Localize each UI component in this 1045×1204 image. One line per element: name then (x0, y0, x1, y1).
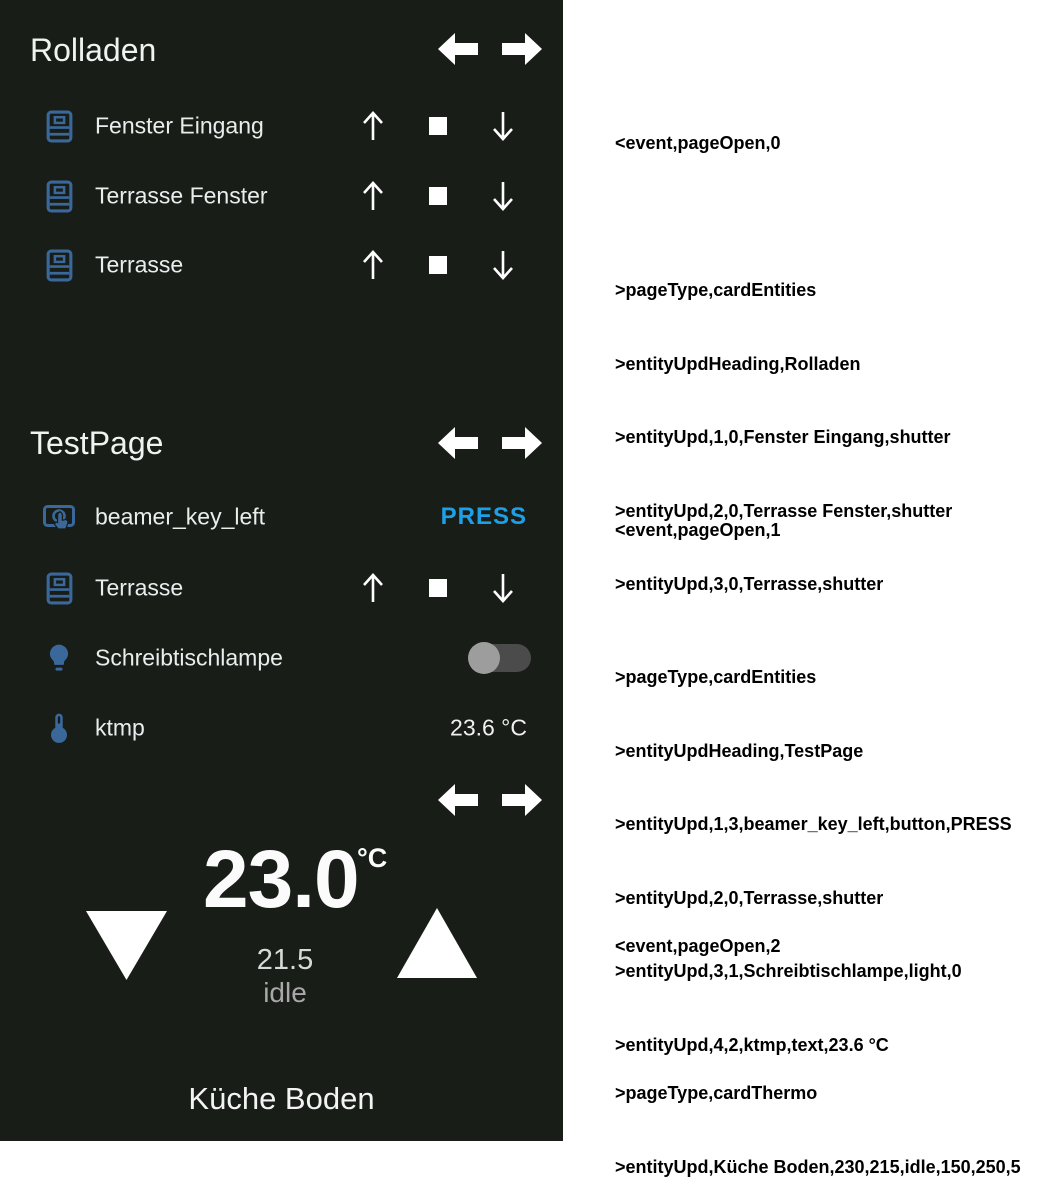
window-shutter-icon (42, 109, 76, 143)
entity-label: ktmp (95, 714, 145, 741)
entity-label: Fenster Eingang (95, 112, 264, 139)
nav-next-button[interactable] (502, 784, 542, 816)
log-line: >entityUpdHeading,Rolladen (615, 353, 861, 374)
log-line: >entityUpd,3,1,Schreibtischlampe,light,0 (615, 961, 962, 981)
log-line: >pageType,cardThermo (615, 1083, 818, 1103)
shutter-up-button[interactable] (360, 571, 386, 605)
thermometer-icon (42, 711, 76, 745)
log-line: >entityUpd,3,0,Terrasse,shutter (615, 574, 884, 594)
window-shutter-icon (42, 179, 76, 213)
entity-label: beamer_key_left (95, 503, 266, 530)
entity-label: Schreibtischlampe (95, 644, 283, 671)
shutter-stop-button[interactable] (429, 187, 447, 205)
shutter-stop-button[interactable] (429, 579, 447, 597)
entity-row (0, 168, 563, 224)
page-title: TestPage (30, 425, 164, 461)
stop-square-icon (429, 117, 447, 135)
entity-label: Terrasse (95, 251, 184, 278)
stop-square-icon (429, 256, 447, 274)
page-title: Rolladen (30, 32, 157, 68)
temperature-unit: °C (357, 843, 388, 873)
shutter-down-button[interactable] (490, 109, 516, 143)
log-line: >entityUpd,2,0,Terrasse,shutter (615, 887, 884, 908)
gesture-tap-button-icon (42, 500, 76, 534)
entity-row (0, 630, 563, 686)
current-temperature: 23.0 (203, 834, 359, 925)
light-toggle[interactable] (471, 644, 531, 672)
shutter-down-button[interactable] (490, 571, 516, 605)
nav-next-button[interactable] (502, 33, 542, 65)
hvac-state: idle (263, 977, 307, 1008)
log-line: <event,pageOpen,0 (615, 133, 781, 153)
window-shutter-icon (42, 248, 76, 282)
shutter-up-button[interactable] (360, 179, 386, 213)
log-line: >entityUpd,1,3,beamer_key_left,button,PRESS (615, 814, 1012, 834)
nav-next-button[interactable] (502, 427, 542, 459)
shutter-down-button[interactable] (490, 248, 516, 282)
log-line: >pageType,cardEntities (615, 667, 817, 687)
log-line: >entityUpd,4,2,ktmp,text,23.6 °C (615, 1034, 889, 1055)
entity-label: Terrasse (95, 574, 184, 601)
entity-row (0, 489, 563, 545)
log-line: >entityUpd,1,0,Fenster Eingang,shutter (615, 427, 951, 447)
setpoint-temperature: 21.5 (256, 944, 314, 976)
toggle-knob (468, 642, 500, 674)
thermostat-title: Küche Boden (188, 1081, 375, 1116)
log-line (615, 205, 952, 230)
log-line (615, 592, 1012, 617)
log-line (615, 1008, 1021, 1033)
entity-row (0, 700, 563, 756)
entity-row (0, 237, 563, 293)
stop-square-icon (429, 187, 447, 205)
nav-prev-button[interactable] (438, 33, 478, 65)
log-line: >pageType,cardEntities (615, 280, 817, 300)
log-line: <event,pageOpen,2 (615, 936, 781, 956)
temp-decrease-button[interactable] (86, 911, 167, 980)
entity-row (0, 98, 563, 154)
log-line: >entityUpd,Küche Boden,230,215,idle,150,250,5 (615, 1156, 1021, 1177)
log-line: >entityUpdHeading,TestPage (615, 740, 864, 761)
nav-prev-button[interactable] (438, 784, 478, 816)
shutter-stop-button[interactable] (429, 256, 447, 274)
shutter-up-button[interactable] (360, 109, 386, 143)
log-block-page2 (615, 885, 1021, 1204)
entity-label: Terrasse Fenster (95, 182, 268, 209)
lightbulb-icon (42, 641, 76, 675)
log-line: >entityUpd,2,0,Terrasse Fenster,shutter (615, 500, 953, 521)
log-line: <event,pageOpen,1 (615, 520, 781, 540)
text-value: 23.6 °C (450, 714, 527, 741)
entity-row (0, 560, 563, 616)
shutter-down-button[interactable] (490, 179, 516, 213)
temp-increase-button[interactable] (397, 908, 477, 978)
shutter-up-button[interactable] (360, 248, 386, 282)
shutter-stop-button[interactable] (429, 117, 447, 135)
stop-square-icon (429, 579, 447, 597)
window-shutter-icon (42, 571, 76, 605)
press-button[interactable]: PRESS (440, 503, 527, 530)
nav-prev-button[interactable] (438, 427, 478, 459)
